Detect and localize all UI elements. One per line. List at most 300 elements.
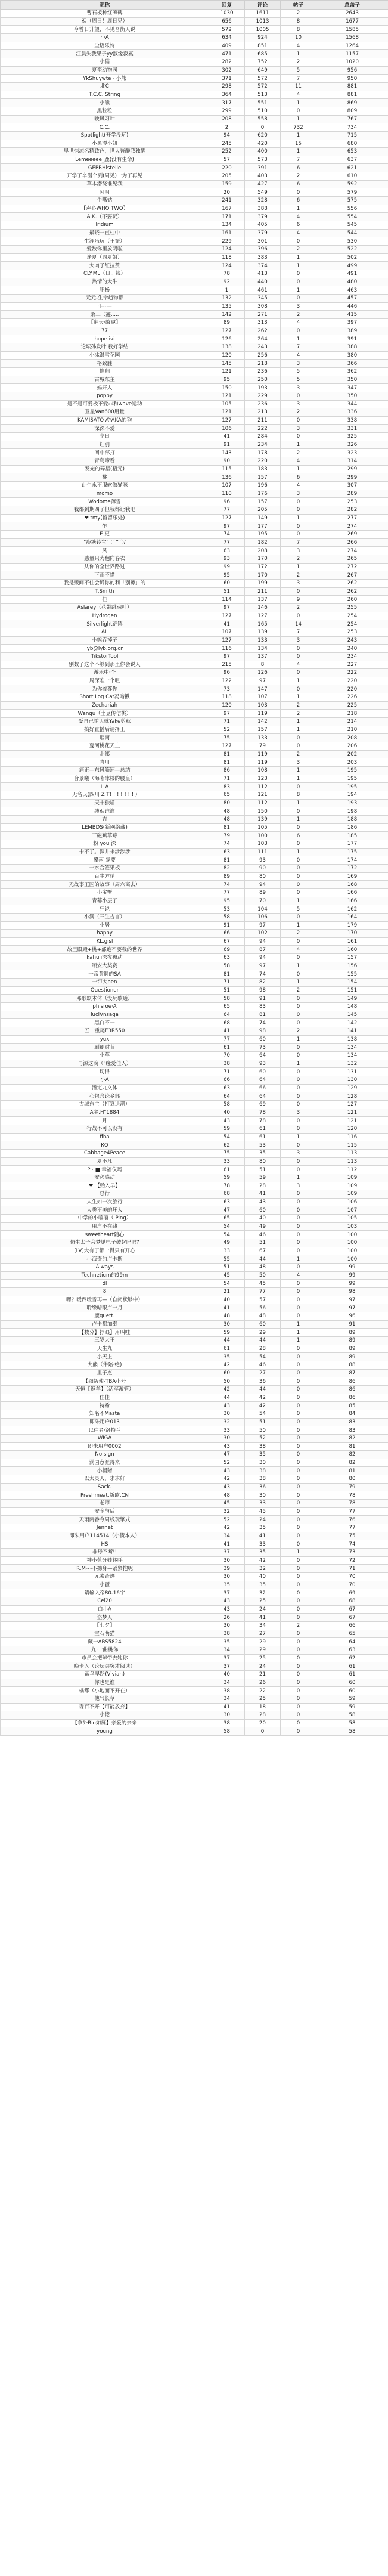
row-comments: 98 bbox=[245, 986, 281, 995]
row-posts: 1 bbox=[281, 921, 316, 930]
row-comments: 256 bbox=[245, 351, 281, 360]
row-total: 202 bbox=[316, 750, 388, 758]
row-posts: 5 bbox=[281, 367, 316, 376]
table-row bbox=[1, 522, 388, 531]
row-posts: 1 bbox=[281, 815, 316, 823]
row-total: 157 bbox=[316, 954, 388, 962]
table-row bbox=[1, 1320, 388, 1329]
row-total: 621 bbox=[316, 164, 388, 172]
row-posts: 6 bbox=[281, 164, 316, 172]
row-total: 161 bbox=[316, 937, 388, 946]
row-comments: 105 bbox=[245, 823, 281, 832]
row-replies: 115 bbox=[209, 465, 245, 473]
table-row bbox=[1, 327, 388, 335]
row-comments: 24 bbox=[245, 1662, 281, 1671]
row-nickname: 月 bbox=[1, 1117, 209, 1125]
row-comments: 44 bbox=[245, 1385, 281, 1394]
table-row bbox=[1, 221, 388, 230]
row-replies: 48 bbox=[209, 815, 245, 823]
row-posts: 1 bbox=[281, 848, 316, 856]
table-row bbox=[1, 1402, 388, 1410]
row-total: 121 bbox=[316, 1109, 388, 1117]
row-comments: 108 bbox=[245, 767, 281, 775]
row-comments: 178 bbox=[245, 449, 281, 457]
row-posts: 1 bbox=[281, 262, 316, 270]
row-nickname: C.C. bbox=[1, 123, 209, 132]
row-nickname: 我都到期四了但我都让我吧 bbox=[1, 506, 209, 515]
table-row bbox=[1, 1719, 388, 1727]
row-total: 206 bbox=[316, 742, 388, 751]
row-total: 174 bbox=[316, 856, 388, 865]
row-comments: 264 bbox=[245, 335, 281, 343]
row-total: 83 bbox=[316, 1418, 388, 1426]
row-replies: 96 bbox=[209, 498, 245, 506]
row-replies: 30 bbox=[209, 1556, 245, 1565]
row-total: 545 bbox=[316, 221, 388, 230]
row-nickname: 今曾日升望，不见吾衡人说 bbox=[1, 26, 209, 34]
row-posts: 7 bbox=[281, 343, 316, 351]
row-nickname: 小熊 bbox=[1, 99, 209, 107]
row-total: 60 bbox=[316, 1687, 388, 1695]
row-replies: 68 bbox=[209, 1019, 245, 1027]
row-total: 391 bbox=[316, 335, 388, 343]
row-nickname: WIGA bbox=[1, 1434, 209, 1442]
row-posts: 0 bbox=[281, 1011, 316, 1019]
row-posts: 0 bbox=[281, 1076, 316, 1084]
row-posts: 2 bbox=[281, 710, 316, 718]
row-posts: 1 bbox=[281, 286, 316, 295]
table-row bbox=[1, 1703, 388, 1711]
row-posts: 0 bbox=[281, 856, 316, 865]
row-replies: 69 bbox=[209, 946, 245, 954]
row-posts: 0 bbox=[281, 278, 316, 286]
row-total: 78 bbox=[316, 1491, 388, 1500]
row-comments: 64 bbox=[245, 1052, 281, 1060]
row-nickname: R.M~-不撼身—紧紧抱呢 bbox=[1, 1565, 209, 1573]
table-row bbox=[1, 197, 388, 205]
row-posts: 0 bbox=[281, 1556, 316, 1565]
table-row bbox=[1, 750, 388, 758]
row-nickname: Wodome薄雪 bbox=[1, 498, 209, 506]
row-total: 86 bbox=[316, 1385, 388, 1394]
row-total: 89 bbox=[316, 1345, 388, 1353]
row-replies: 471 bbox=[209, 50, 245, 58]
row-posts: 2 bbox=[281, 10, 316, 18]
table-row bbox=[1, 1222, 388, 1231]
table-row bbox=[1, 26, 388, 34]
row-replies: 49 bbox=[209, 1239, 245, 1247]
table-row bbox=[1, 954, 388, 962]
row-posts: 0 bbox=[281, 1687, 316, 1695]
row-posts: 0 bbox=[281, 1394, 316, 1402]
row-nickname: KAMISATO AYAKA的狗 bbox=[1, 416, 209, 425]
row-total: 63 bbox=[316, 1646, 388, 1654]
table-row bbox=[1, 1589, 388, 1597]
table-row bbox=[1, 1385, 388, 1394]
row-total: 218 bbox=[316, 710, 388, 718]
row-posts: 0 bbox=[281, 1646, 316, 1654]
row-posts: 1 bbox=[281, 962, 316, 970]
row-comments: 403 bbox=[245, 172, 281, 181]
row-posts: 0 bbox=[281, 1507, 316, 1516]
table-row bbox=[1, 17, 388, 26]
table-row bbox=[1, 872, 388, 881]
row-comments: 43 bbox=[245, 1198, 281, 1206]
row-replies: 80 bbox=[209, 799, 245, 807]
row-total: 347 bbox=[316, 384, 388, 392]
table-row bbox=[1, 1345, 388, 1353]
row-nickname: 天雨两番今周线玩擎式 bbox=[1, 1516, 209, 1524]
row-comments: 213 bbox=[245, 408, 281, 417]
table-row bbox=[1, 1353, 388, 1361]
row-nickname: 晚风习叶 bbox=[1, 115, 209, 123]
row-posts: 0 bbox=[281, 416, 316, 425]
row-nickname: 乍 bbox=[1, 522, 209, 531]
table-row bbox=[1, 921, 388, 930]
row-replies: 30 bbox=[209, 1410, 245, 1418]
row-comments: 51 bbox=[245, 1239, 281, 1247]
row-comments: 70 bbox=[245, 897, 281, 905]
row-nickname: young bbox=[1, 1727, 209, 1736]
row-comments: 38 bbox=[245, 1442, 281, 1451]
row-total: 75 bbox=[316, 1532, 388, 1540]
table-row bbox=[1, 652, 388, 661]
row-total: 113 bbox=[316, 1157, 388, 1166]
row-comments: 112 bbox=[245, 783, 281, 791]
table-row bbox=[1, 547, 388, 555]
row-comments: 133 bbox=[245, 734, 281, 742]
row-total: 175 bbox=[316, 848, 388, 856]
table-row bbox=[1, 294, 388, 302]
row-replies: 63 bbox=[209, 954, 245, 962]
row-posts: 0 bbox=[281, 1459, 316, 1467]
row-posts: 3 bbox=[281, 1109, 316, 1117]
row-posts: 0 bbox=[281, 392, 316, 400]
row-nickname: 三岁大王 bbox=[1, 1336, 209, 1345]
row-total: 254 bbox=[316, 620, 388, 628]
table-row bbox=[1, 246, 388, 254]
row-nickname: 粉 you 深 bbox=[1, 840, 209, 848]
table-row bbox=[1, 1418, 388, 1426]
row-comments: 236 bbox=[245, 367, 281, 376]
row-total: 188 bbox=[316, 815, 388, 823]
row-comments: 513 bbox=[245, 91, 281, 99]
row-total: 203 bbox=[316, 758, 388, 767]
row-nickname: KQ bbox=[1, 1141, 209, 1150]
row-total: 66 bbox=[316, 1621, 388, 1630]
row-comments: 40 bbox=[245, 1573, 281, 1581]
row-comments: 60 bbox=[245, 1320, 281, 1329]
row-nickname: 妈开人 bbox=[1, 384, 209, 392]
table-row bbox=[1, 995, 388, 1003]
row-total: 103 bbox=[316, 1222, 388, 1231]
row-total: 100 bbox=[316, 1247, 388, 1255]
row-replies: 41 bbox=[209, 1703, 245, 1711]
row-replies: 136 bbox=[209, 473, 245, 482]
row-nickname: 8 bbox=[1, 1288, 209, 1296]
table-row bbox=[1, 1092, 388, 1101]
table-row bbox=[1, 587, 388, 596]
table-row bbox=[1, 1597, 388, 1605]
row-replies: 58 bbox=[209, 913, 245, 921]
row-posts: 0 bbox=[281, 1304, 316, 1312]
row-nickname: 夏河桃花天上 bbox=[1, 742, 209, 751]
row-replies: 1 bbox=[209, 286, 245, 295]
row-posts: 2 bbox=[281, 246, 316, 254]
row-total: 73 bbox=[316, 1549, 388, 1557]
row-comments: 79 bbox=[245, 742, 281, 751]
row-total: 60 bbox=[316, 1679, 388, 1687]
row-total: 148 bbox=[316, 1003, 388, 1011]
table-row bbox=[1, 1255, 388, 1264]
row-posts: 0 bbox=[281, 1491, 316, 1500]
row-total: 326 bbox=[316, 441, 388, 449]
row-replies: 229 bbox=[209, 237, 245, 246]
row-total: 194 bbox=[316, 791, 388, 800]
row-total: 210 bbox=[316, 726, 388, 734]
row-posts: 3 bbox=[281, 758, 316, 767]
row-replies: 90 bbox=[209, 457, 245, 466]
row-comments: 199 bbox=[245, 579, 281, 587]
table-row bbox=[1, 1304, 388, 1312]
row-nickname: 开学了辛漫个到(周见)一为了再见 bbox=[1, 172, 209, 181]
row-comments: 32 bbox=[245, 1565, 281, 1573]
row-comments: 38 bbox=[245, 1467, 281, 1475]
row-replies: 61 bbox=[209, 1166, 245, 1174]
row-posts: 0 bbox=[281, 433, 316, 441]
row-comments: 218 bbox=[245, 360, 281, 368]
row-nickname: 蓝鸟早路(Vivian) bbox=[1, 1670, 209, 1679]
row-nickname: 【数分】抒眼】用叫哇 bbox=[1, 1329, 209, 1337]
table-row bbox=[1, 50, 388, 58]
row-total: 265 bbox=[316, 555, 388, 563]
row-nickname: Zechariah bbox=[1, 701, 209, 710]
row-comments: 35 bbox=[245, 1581, 281, 1589]
row-total: 162 bbox=[316, 905, 388, 914]
row-total: 366 bbox=[316, 360, 388, 368]
row-nickname: 肥杨 bbox=[1, 286, 209, 295]
row-total: 121 bbox=[316, 1117, 388, 1125]
row-replies: 30 bbox=[209, 1711, 245, 1720]
table-row bbox=[1, 131, 388, 140]
row-posts: 2 bbox=[281, 1027, 316, 1036]
row-replies: 126 bbox=[209, 335, 245, 343]
row-replies: 107 bbox=[209, 628, 245, 636]
row-total: 106 bbox=[316, 1198, 388, 1206]
row-replies: 54 bbox=[209, 1231, 245, 1239]
row-nickname: 卫星Van600用量 bbox=[1, 408, 209, 417]
row-nickname: 白小A bbox=[1, 1605, 209, 1614]
row-total: 74 bbox=[316, 1540, 388, 1549]
row-nickname: 老师 bbox=[1, 1500, 209, 1508]
row-replies: 656 bbox=[209, 17, 245, 26]
row-replies: 95 bbox=[209, 376, 245, 384]
row-posts: 0 bbox=[281, 1198, 316, 1206]
row-posts: 4 bbox=[281, 482, 316, 490]
row-posts: 0 bbox=[281, 1695, 316, 1703]
row-posts: 1 bbox=[281, 1174, 316, 1182]
row-comments: 94 bbox=[245, 937, 281, 946]
row-total: 86 bbox=[316, 1377, 388, 1386]
row-comments: 119 bbox=[245, 750, 281, 758]
row-replies: 93 bbox=[209, 555, 245, 563]
row-comments: 33 bbox=[245, 1540, 281, 1549]
row-comments: 97 bbox=[245, 962, 281, 970]
row-total: 71 bbox=[316, 1565, 388, 1573]
table-row bbox=[1, 99, 388, 107]
row-replies: 35 bbox=[209, 1638, 245, 1646]
table-row bbox=[1, 1507, 388, 1516]
row-total: 350 bbox=[316, 392, 388, 400]
row-total: 1020 bbox=[316, 58, 388, 66]
row-comments: 24 bbox=[245, 1516, 281, 1524]
table-row bbox=[1, 1459, 388, 1467]
table-row bbox=[1, 1638, 388, 1646]
row-comments: 78 bbox=[245, 1117, 281, 1125]
row-nickname: lyb@lyb.org.cn bbox=[1, 645, 209, 653]
row-posts: 2 bbox=[281, 1621, 316, 1630]
row-total: 99 bbox=[316, 1271, 388, 1280]
row-total: 380 bbox=[316, 351, 388, 360]
row-replies: 78 bbox=[209, 1182, 245, 1190]
row-nickname: 小猫 bbox=[1, 58, 209, 66]
row-comments: 220 bbox=[245, 457, 281, 466]
row-comments: 620 bbox=[245, 131, 281, 140]
row-posts: 0 bbox=[281, 1003, 316, 1011]
row-nickname: T.C.C. String bbox=[1, 91, 209, 99]
row-posts: 0 bbox=[281, 506, 316, 515]
row-comments: 44 bbox=[245, 1255, 281, 1264]
row-posts: 0 bbox=[281, 1614, 316, 1622]
row-nickname: 以往者·洛特兰 bbox=[1, 1426, 209, 1435]
row-nickname: 【声心WHO TWO】 bbox=[1, 205, 209, 213]
row-replies: 55 bbox=[209, 1255, 245, 1264]
row-replies: 45 bbox=[209, 1500, 245, 1508]
row-nickname: 从你的全世界路过 bbox=[1, 563, 209, 571]
row-nickname: 小桶猪 bbox=[1, 1467, 209, 1475]
row-nickname: 潘定九文体 bbox=[1, 1084, 209, 1092]
row-total: 362 bbox=[316, 367, 388, 376]
row-posts: 0 bbox=[281, 1426, 316, 1435]
row-total: 198 bbox=[316, 807, 388, 816]
row-total: 195 bbox=[316, 783, 388, 791]
row-replies: 122 bbox=[209, 677, 245, 685]
row-total: 58 bbox=[316, 1711, 388, 1720]
row-replies: 77 bbox=[209, 538, 245, 547]
row-comments: 67 bbox=[245, 1247, 281, 1255]
row-nickname: 卢卡都加奉 bbox=[1, 1320, 209, 1329]
row-total: 1157 bbox=[316, 50, 388, 58]
row-replies: 30 bbox=[209, 1320, 245, 1329]
row-total: 72 bbox=[316, 1556, 388, 1565]
row-posts: 1 bbox=[281, 1549, 316, 1557]
row-posts: 0 bbox=[281, 1500, 316, 1508]
row-nickname: 无名氏(四川 Z T! ! ! ! ! ! ! ) bbox=[1, 791, 209, 800]
row-total: 88 bbox=[316, 1361, 388, 1369]
table-row bbox=[1, 1060, 388, 1068]
table-row bbox=[1, 807, 388, 816]
row-replies: 57 bbox=[209, 156, 245, 164]
row-total: 82 bbox=[316, 1451, 388, 1459]
table-row bbox=[1, 1377, 388, 1386]
row-comments: 510 bbox=[245, 107, 281, 115]
row-total: 1264 bbox=[316, 42, 388, 50]
row-nickname: 是不是可爱极不爱非和wave运动 bbox=[1, 400, 209, 408]
row-replies: 42 bbox=[209, 1524, 245, 1532]
row-comments: 54 bbox=[245, 1410, 281, 1418]
table-row bbox=[1, 701, 388, 710]
table-row bbox=[1, 367, 388, 376]
row-total: 79 bbox=[316, 1483, 388, 1491]
table-row bbox=[1, 1141, 388, 1150]
table-row bbox=[1, 1076, 388, 1084]
row-total: 299 bbox=[316, 465, 388, 473]
row-replies: 35 bbox=[209, 1581, 245, 1589]
row-comments: 133 bbox=[245, 636, 281, 645]
row-replies: 302 bbox=[209, 66, 245, 75]
row-nickname: 知名不Masta bbox=[1, 1410, 209, 1418]
table-row bbox=[1, 408, 388, 417]
row-comments: 80 bbox=[245, 872, 281, 881]
row-comments: 572 bbox=[245, 82, 281, 91]
row-posts: 2 bbox=[281, 930, 316, 938]
table-row bbox=[1, 1133, 388, 1141]
table-row bbox=[1, 1621, 388, 1630]
table-row bbox=[1, 1182, 388, 1190]
row-posts: 1 bbox=[281, 1255, 316, 1264]
row-total: 149 bbox=[316, 995, 388, 1003]
row-total: 160 bbox=[316, 946, 388, 954]
row-total: 734 bbox=[316, 123, 388, 132]
row-comments: 139 bbox=[245, 628, 281, 636]
row-posts: 3 bbox=[281, 360, 316, 368]
row-total: 168 bbox=[316, 881, 388, 889]
row-comments: 32 bbox=[245, 1589, 281, 1597]
row-comments: 50 bbox=[245, 1271, 281, 1280]
row-nickname: luciVnsaga bbox=[1, 1011, 209, 1019]
row-nickname: 黑粒粒 bbox=[1, 107, 209, 115]
table-row bbox=[1, 1516, 388, 1524]
row-comments: 41 bbox=[245, 1532, 281, 1540]
table-row bbox=[1, 970, 388, 979]
row-comments: 123 bbox=[245, 775, 281, 783]
row-comments: 64 bbox=[245, 1092, 281, 1101]
row-total: 166 bbox=[316, 888, 388, 897]
row-total: 208 bbox=[316, 734, 388, 742]
row-total: 131 bbox=[316, 1068, 388, 1076]
row-replies: 30 bbox=[209, 1621, 245, 1630]
row-posts: 2 bbox=[281, 172, 316, 181]
table-row bbox=[1, 897, 388, 905]
row-total: 637 bbox=[316, 156, 388, 164]
table-row bbox=[1, 33, 388, 42]
row-posts: 1 bbox=[281, 205, 316, 213]
row-total: 254 bbox=[316, 612, 388, 620]
table-row bbox=[1, 1361, 388, 1369]
row-nickname: A.K.（不要玩） bbox=[1, 213, 209, 221]
row-posts: 1 bbox=[281, 767, 316, 775]
table-row bbox=[1, 881, 388, 889]
row-nickname: Lemeeeee_鹿(没有生命) bbox=[1, 156, 209, 164]
row-replies: 371 bbox=[209, 75, 245, 83]
row-nickname: 一水合签果板 bbox=[1, 864, 209, 872]
row-posts: 1 bbox=[281, 1035, 316, 1044]
table-row bbox=[1, 848, 388, 856]
row-total: 115 bbox=[316, 1141, 388, 1150]
row-posts: 0 bbox=[281, 1418, 316, 1426]
row-comments: 83 bbox=[245, 1003, 281, 1011]
row-replies: 63 bbox=[209, 1084, 245, 1092]
